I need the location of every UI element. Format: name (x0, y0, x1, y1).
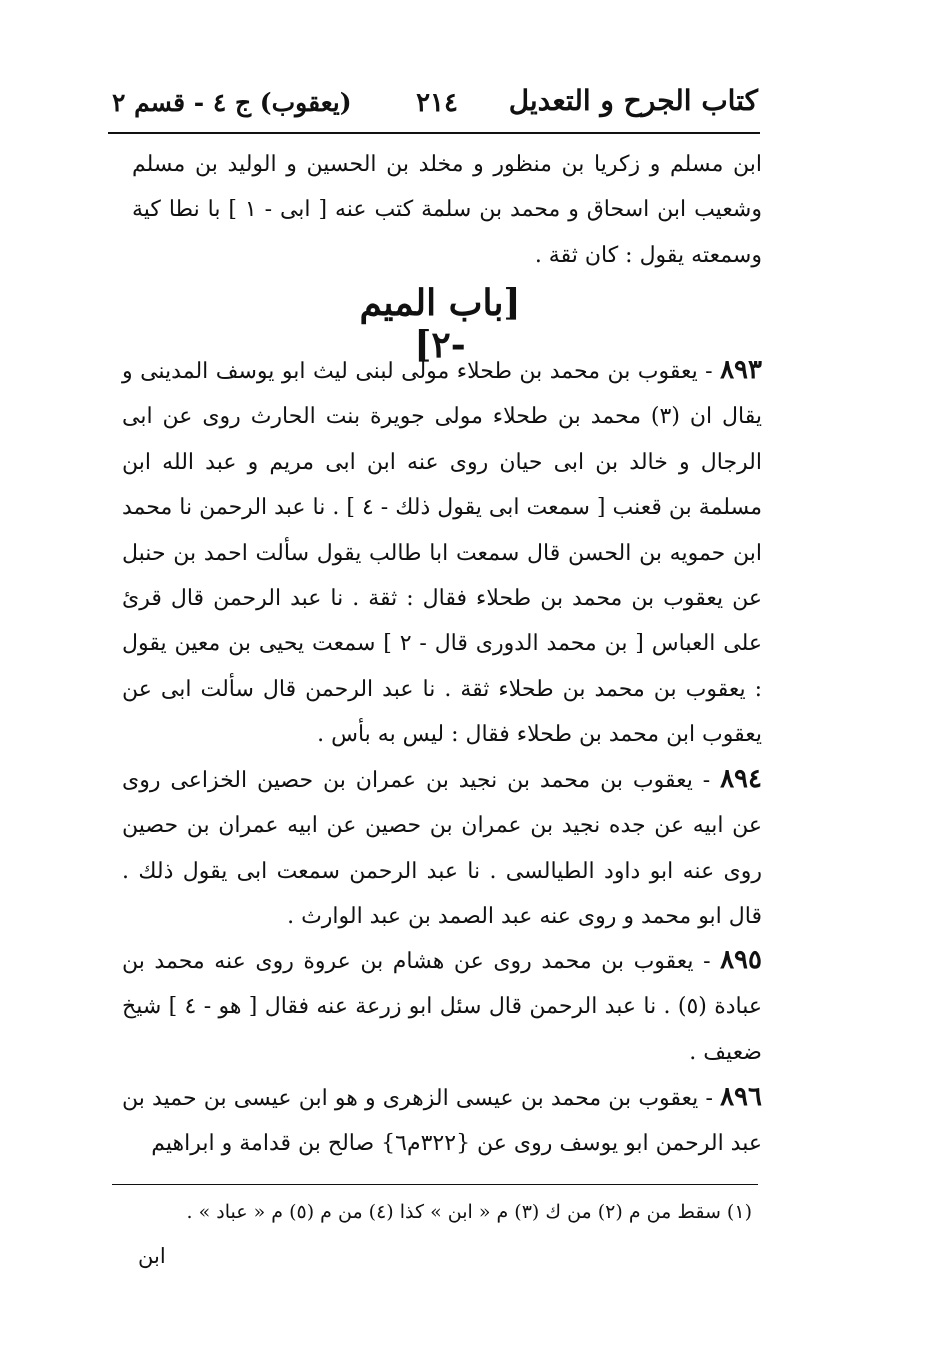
section-label: (يعقوب) ج ٤ - قسم ٢ (112, 88, 352, 117)
entry-number: ٨٩٦ (720, 1082, 762, 1112)
running-header (112, 78, 758, 128)
entry-text: - يعقوب بن محمد بن نجيد بن عمران بن حصين الخزاعى روى عن ابيه عن جده نجيد بن عمران بن حصين عن ابيه عمران بن حصين روى عنه ابو داود الطيالسى . نا عبد الرحمن سمعت ابى يقول ذلك . قال ابو محمد و روى عنه عبد الصمد بن عبد الوارث . (122, 768, 763, 930)
catchword: ابن (138, 1244, 166, 1268)
intro-text: ابن مسلم و زكريا بن منظور و مخلد بن الحسين و الوليد بن مسلم وشعيب ابن اسحاق و محمد بن سلمة كتب عنه [ ابى - ١ ] با نطا كية وسمعته يقول : كان ثقة . (132, 152, 762, 268)
footnote: (١) سقط من م (٢) من ك (٣) م « ابن » كذا (٤) من م (٥) م « عباد » . (186, 1201, 752, 1223)
footnote-rule (112, 1184, 758, 1185)
entry-number: ٨٩٤ (720, 764, 762, 794)
chapter-title: [باب الميم -٢] (359, 282, 521, 366)
entry-text: - يعقوب بن محمد بن طحلاء مولى لبنى ليث ابو يوسف المدينى و يقال ان (٣) محمد بن طحلاء مولى جويرة بنت الحارث روى عن ابى الرجال و خالد بن ابى حيان روى عنه ابن ابى مريم و عبد الله ابن مسلمة بن قعنب [ سمعت ابى يقول ذلك - ٤ ] . نا عبد الرحمن نا محمد ابن حمويه بن الحسن قال سمعت ابا طالب يقول سألت احمد بن حنبل عن يعقوب بن محمد بن طحلاء فقال : ثقة . نا عبد الرحمن قال قرئ على العباس [ بن محمد الدورى قال - ٢ ] سمعت يحيى بن معين يقول : يعقوب بن محمد بن طحلاء ثقة . نا عبد الرحمن قال سألت ابى عن يعقوب ابن محمد بن طحلاء فقال : ليس به بأس . (122, 359, 762, 748)
page-number: ٢١٤ (416, 88, 458, 118)
book-title: كتاب الجرح و التعديل (508, 84, 758, 117)
entry-number: ٨٩٥ (720, 945, 762, 975)
entry-text: - يعقوب بن محمد بن عيسى الزهرى و هو ابن عيسى بن حميد بن عبد الرحمن ابو يوسف روى عن {٣٢٢م٦} صالح بن قدامة و ابراهيم (122, 1086, 762, 1157)
entry-896 (122, 1075, 762, 1167)
header-rule (108, 132, 760, 134)
entry-893 (122, 348, 762, 758)
entry-895 (122, 938, 762, 1075)
entry-894 (122, 757, 762, 940)
intro-paragraph (132, 142, 762, 278)
entry-text: - يعقوب بن محمد روى عن هشام بن عروة روى عنه محمد بن عبادة (٥) . نا عبد الرحمن قال سئل ابو زرعة عنه فقال [ هو - ٤ ] شيخ ضعيف . (122, 949, 762, 1065)
entry-number: ٨٩٣ (720, 355, 762, 385)
